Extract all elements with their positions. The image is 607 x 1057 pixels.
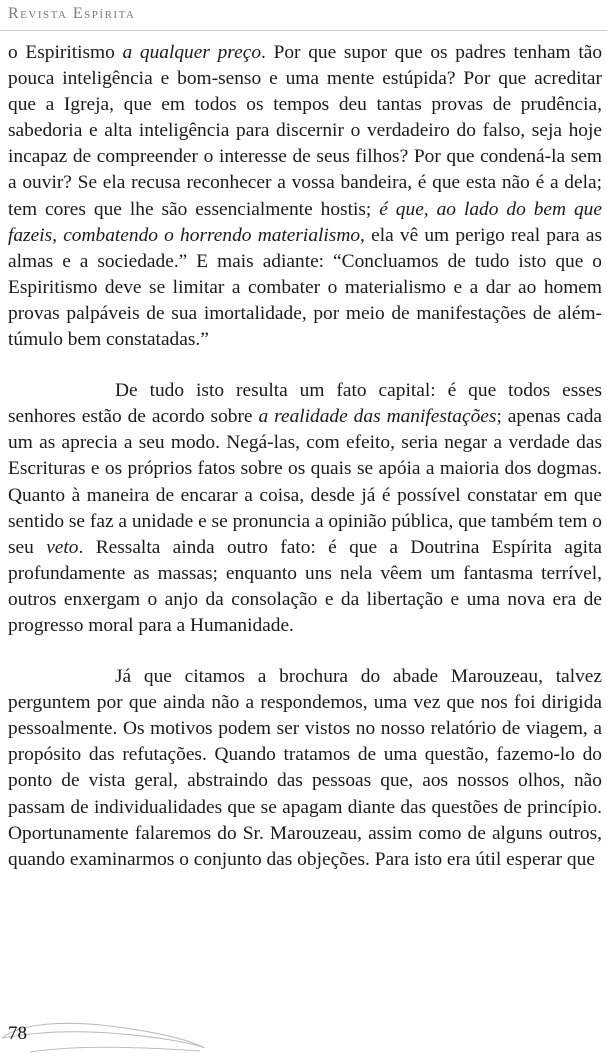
text-run: o Espiritismo	[8, 42, 123, 63]
italic-text-run: é que, ao lado do bem que fazeis, combatendo o horrendo materialismo	[8, 198, 602, 246]
body-paragraph	[8, 664, 602, 873]
page-number: 78	[8, 1023, 27, 1044]
italic-text-run: a qualquer preço	[122, 42, 262, 63]
italic-text-run: veto	[46, 536, 79, 558]
text-run: . Ressalta ainda outro fato: é que a Doutrina Espírita agita profundamente as massas; enquanto uns nela vêem um fantasma terrível, outros enxergam o anjo da consolação e da libertação e uma nova era de progresso moral para a Humanidade.	[8, 536, 602, 636]
text-run: ; apenas cada um as aprecia a seu modo. Negá-las, com efeito, seria negar a verdade das Escrituras e os próprios fatos sobre os quais se apóia a maioria dos dogmas. Quanto à maneira de encarar a coisa, desde já é possível constatar em que sentido se faz a unidade e se pronuncia a opinião pública, que também tem o seu	[8, 406, 602, 558]
italic-text-run: a realidade das manifestações	[258, 406, 497, 428]
running-header: Revista Espírita	[8, 5, 136, 22]
header-rule	[0, 30, 607, 31]
text-run: . Por que supor que os padres tenham tão pouca inteligência e bom-senso e uma mente estúpida? Por que acreditar que a Igreja, que em todos os tempos deu tantas provas de prudência, sabedoria e alta inteligência para discernir o verdadeiro do falso, seja hoje incapaz de compreender o interesse de seus filhos? Por que condená-la sem a ouvir? Se ela recusa reconhecer a vossa bandeira, é que esta não é a dela; tem cores que lhe são essencialmente hostis;	[8, 42, 603, 220]
text-run: , ela vê um perigo real para as almas e a sociedade.” E mais adiante: “Concluamos de tudo isto que o Espiritismo deve se limitar a combater o materialismo e a dar ao homem provas palpáveis de sua imortalidade, por meio de manifestações de além-túmulo bem constatadas.”	[8, 224, 602, 351]
body-paragraph	[8, 40, 602, 353]
text-run: Já que citamos a brochura do abade Marouzeau, talvez perguntem por que ainda não a respondemos, uma vez que nos foi dirigida pessoalmente. Os motivos podem ser vistos no nosso relatório de viagem, a propósito das refutações. Quando tratamos de uma questão, fazemo-lo do ponto de vista geral, abstraindo das pessoas que, aos nossos olhos, não passam de individualidades que se apagam diante das questões de princípio. Oportunamente falaremos do Sr. Marouzeau, assim como de alguns outros, quando examinarmos o conjunto das objeções. Para isto era útil esperar que	[8, 666, 602, 870]
footer-swash-ornament	[0, 1018, 210, 1054]
body-paragraph	[8, 378, 602, 639]
page-body	[8, 40, 602, 873]
text-run: De tudo isto resulta um fato capital: é que todos esses senhores estão de acordo sobre	[8, 380, 602, 428]
